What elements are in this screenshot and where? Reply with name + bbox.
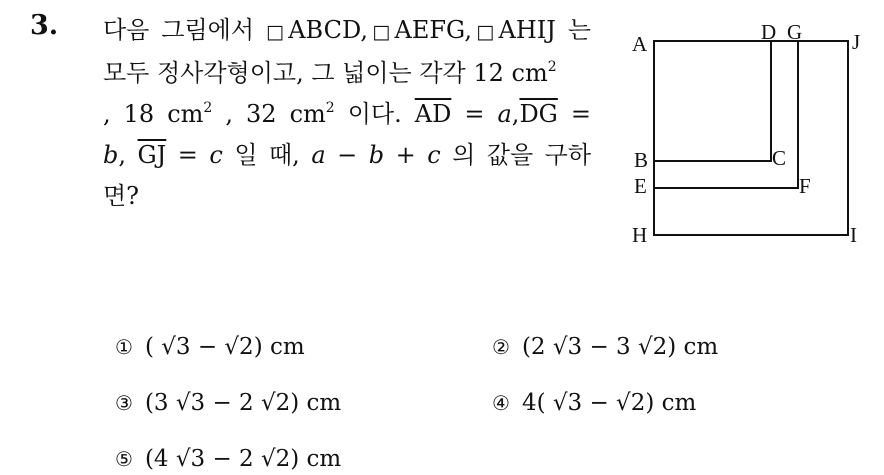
label-c: C (772, 146, 787, 170)
choice-5[interactable] (115, 445, 341, 473)
choice-text-4: 4( √3 − √2) cm (521, 390, 697, 416)
segment-gj: $\overline{GJ}$ (137, 141, 167, 169)
label-g: G (787, 20, 803, 44)
choice-text-3: (3 √3 − 2 √2) cm (144, 390, 342, 416)
square-symbol-icon: □ (265, 21, 289, 43)
square-symbol-icon: □ (472, 21, 499, 43)
choice-4[interactable] (492, 389, 696, 417)
choice-text-2: (2 √3 − 3 √2) cm (521, 334, 719, 360)
segment-dg: $\overline{DG}$ (519, 100, 558, 128)
question-text (103, 10, 591, 217)
squares-diagram (630, 20, 870, 250)
label-i: I (850, 223, 857, 247)
label-h: H (632, 223, 648, 247)
choice-mark-4: ④ (492, 391, 510, 415)
choice-3[interactable] (115, 389, 341, 417)
label-a: A (632, 32, 648, 56)
choice-mark-2: ② (492, 335, 510, 359)
question-line-5: 면? (103, 182, 140, 210)
question-number: 3. (30, 10, 59, 41)
question-line-4: b, $\overline{GJ} = c$ 일 때, a − b + c 의 값을 구하 (103, 141, 592, 169)
label-e: E (634, 174, 647, 198)
segment-ad: $\overline{AD}$ (414, 100, 452, 128)
question-line-2: 모두 정사각형이고, 그 넓이는 각각 12 $cm^2$ (103, 59, 557, 87)
choice-mark-3: ③ (115, 391, 133, 415)
choice-2[interactable] (492, 333, 718, 361)
label-j: J (852, 30, 861, 54)
label-f: F (799, 174, 811, 198)
choice-1[interactable] (115, 333, 305, 361)
label-d: D (761, 20, 777, 44)
squares-figure (630, 20, 870, 250)
question-line-1: 다음 그림에서 □ABCD,□AEFG,□AHIJ 는 (103, 16, 592, 44)
choice-text-5: (4 √3 − 2 √2) cm (144, 446, 342, 472)
square-symbol-icon: □ (368, 21, 395, 43)
square-abcd-edge (654, 41, 771, 161)
label-b: B (634, 148, 649, 172)
choice-mark-5: ⑤ (115, 447, 133, 471)
question-line-3: , 18 $cm^2$ , 32 $cm^2$ 이다. $\overline{AD} = a,\overline{DG}$ = (103, 100, 591, 128)
square-ahij (654, 41, 848, 235)
choice-mark-1: ① (115, 335, 133, 359)
choice-text-1: ( √3 − √2) cm (144, 334, 305, 360)
